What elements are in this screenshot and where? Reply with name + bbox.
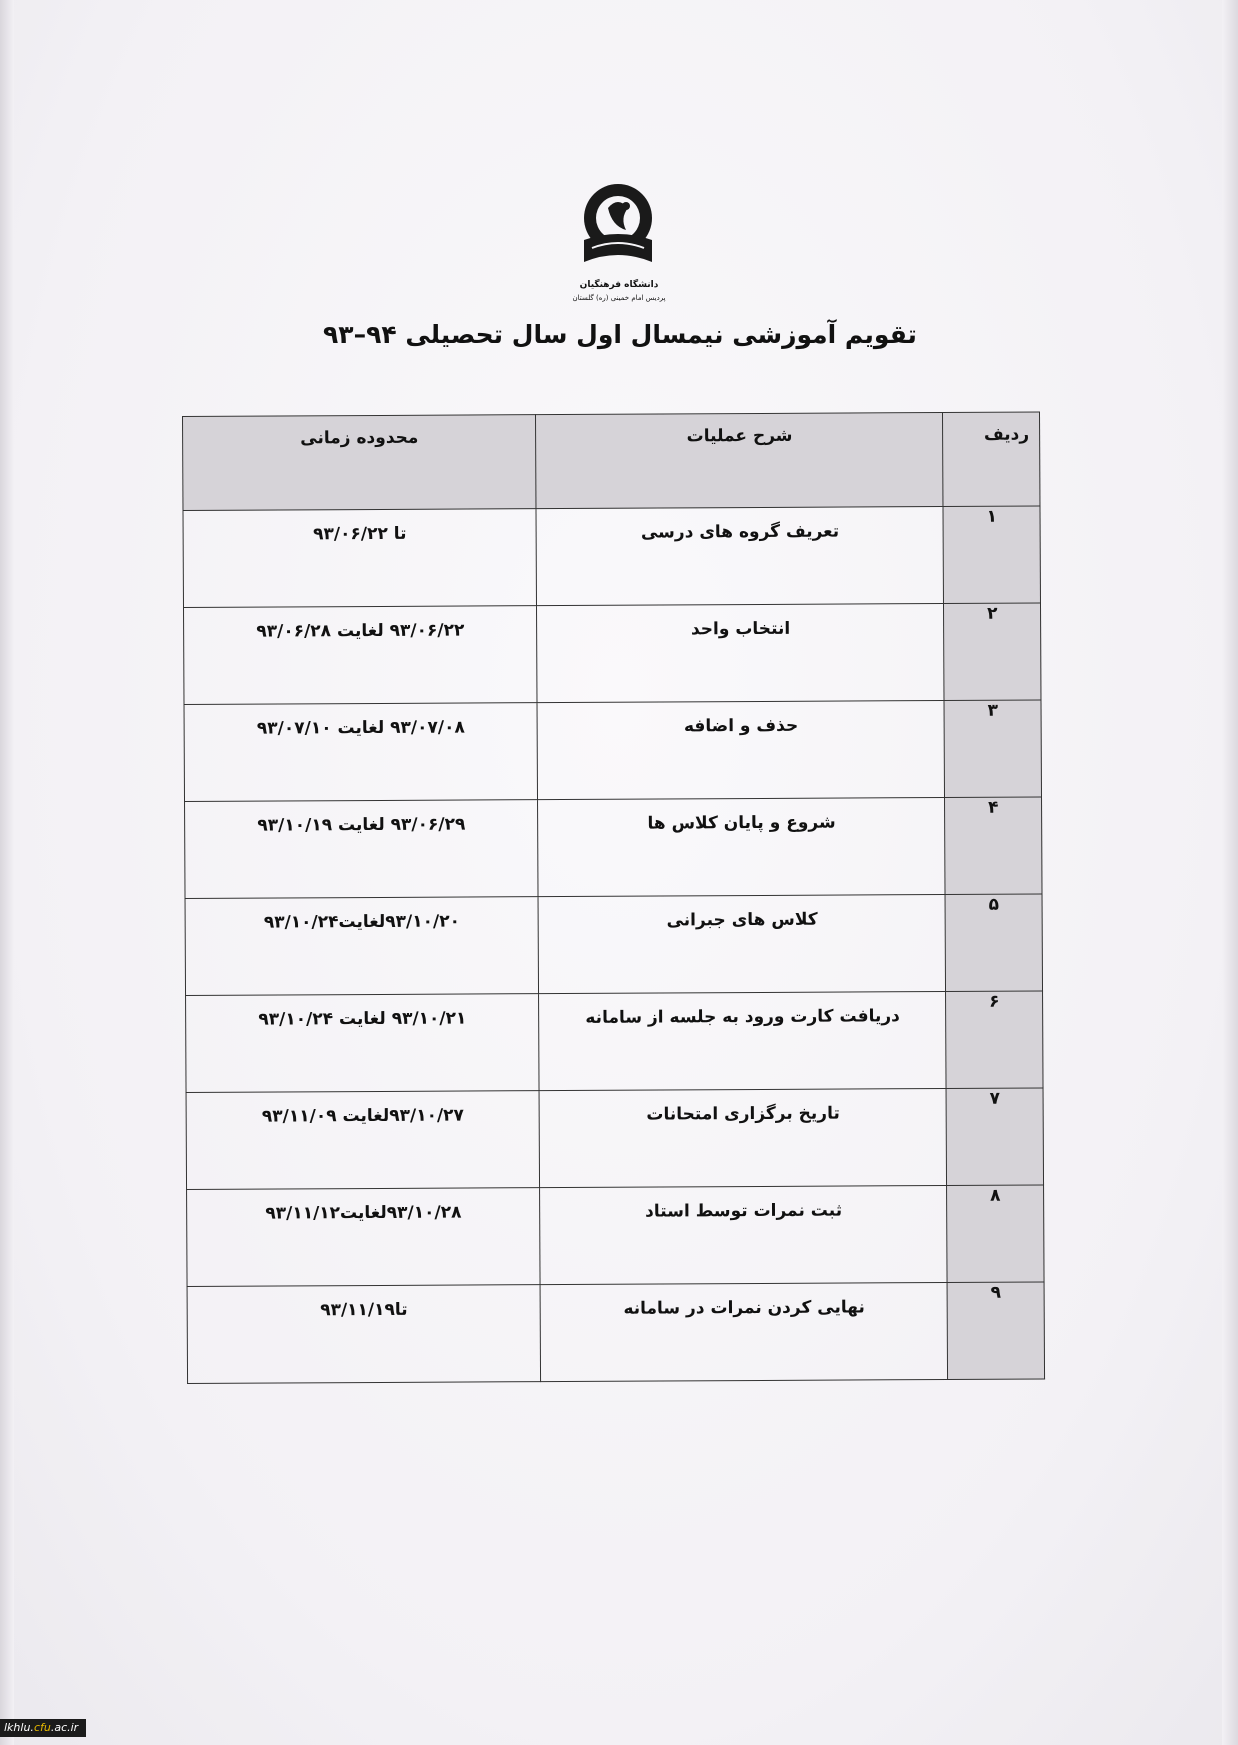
row-index: ۵: [945, 894, 1042, 992]
table-row: [184, 603, 1041, 704]
row-index: ۱: [943, 506, 1040, 604]
table-row: [187, 1185, 1044, 1286]
watermark-prefix: lkhlu.: [4, 1721, 34, 1734]
row-index: ۹: [947, 1282, 1044, 1380]
row-index: ۲: [944, 603, 1041, 701]
row-time-range: ۹۳/۰۶/۲۹ لغایت ۹۳/۱۰/۱۹: [185, 800, 539, 899]
table-row: [184, 700, 1041, 801]
row-time-range: ۹۳/۰۶/۲۲ لغایت ۹۳/۰۶/۲۸: [184, 606, 538, 705]
row-time-range: تا۹۳/۱۱/۱۹: [187, 1285, 541, 1384]
row-operation: شروع و پایان کلاس ها: [538, 798, 945, 897]
row-time-range: ۹۳/۰۷/۰۸ لغایت ۹۳/۰۷/۱۰: [184, 703, 538, 802]
row-operation: حذف و اضافه: [537, 701, 944, 800]
table-row: [186, 991, 1043, 1092]
row-index: ۷: [946, 1088, 1043, 1186]
row-index: ۸: [947, 1185, 1044, 1283]
row-operation: تعریف گروه های درسی: [536, 507, 943, 606]
watermark-suffix: .ac.ir: [50, 1721, 79, 1734]
page-title: تقویم آموزشی نیمسال اول سال تحصیلی ۹۴–۹۳: [323, 320, 917, 349]
row-index: ۳: [944, 700, 1041, 798]
row-operation: کلاس های جبرانی: [538, 895, 945, 994]
row-operation: تاریخ برگزاری امتحانات: [539, 1089, 946, 1188]
header-time-range: محدوده زمانی: [183, 415, 537, 511]
row-operation: دریافت کارت ورود به جلسه از سامانه: [539, 992, 946, 1091]
logo-campus-name: پردیس امام خمینی (ره) گلستان: [572, 294, 666, 302]
site-watermark-link[interactable]: [0, 1719, 86, 1737]
table-header-row: [183, 412, 1040, 510]
scan-shadow-right: [1222, 0, 1238, 1745]
logo-university-name: دانشگاه فرهنگیان: [579, 280, 659, 290]
table-row: [185, 797, 1042, 898]
header-index: ردیف: [943, 412, 1040, 507]
table-row: [186, 1088, 1043, 1189]
row-index: ۶: [946, 991, 1043, 1089]
row-operation: ثبت نمرات توسط استاد: [540, 1186, 947, 1285]
row-time-range: ۹۳/۱۰/۲۷لغایت ۹۳/۱۱/۰۹: [186, 1091, 540, 1190]
scan-shadow-left: [0, 0, 14, 1745]
row-time-range: ۹۳/۱۰/۲۱ لغایت ۹۳/۱۰/۲۴: [186, 994, 540, 1093]
table-row: [185, 894, 1042, 995]
row-operation: نهایی کردن نمرات در سامانه: [541, 1283, 948, 1382]
watermark-highlight: cfu: [33, 1721, 51, 1734]
academic-calendar-table: [182, 412, 1045, 1384]
row-time-range: تا ۹۳/۰۶/۲۲: [183, 509, 537, 608]
row-time-range: ۹۳/۱۰/۲۰لغایت۹۳/۱۰/۲۴: [185, 897, 539, 996]
table-row: [183, 506, 1040, 607]
row-operation: انتخاب واحد: [537, 604, 944, 703]
row-time-range: ۹۳/۱۰/۲۸لغایت۹۳/۱۱/۱۲: [187, 1188, 541, 1287]
header-operation: شرح عملیات: [536, 413, 943, 509]
table-row: [187, 1282, 1044, 1383]
row-index: ۴: [945, 797, 1042, 895]
